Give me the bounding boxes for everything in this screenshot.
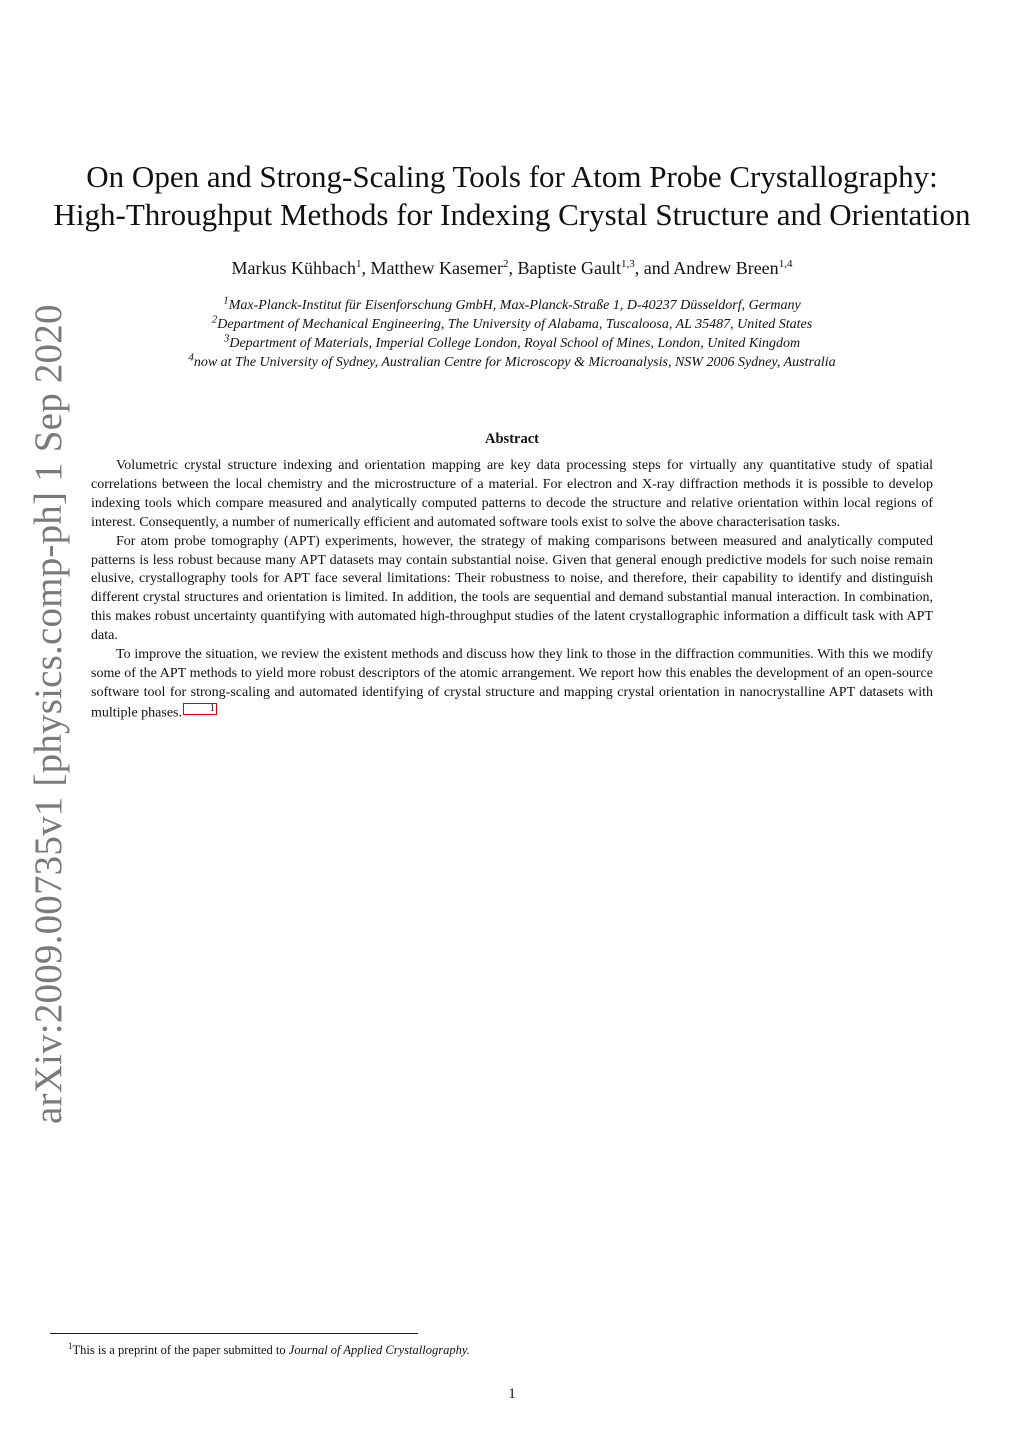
author-affil-mark: 1,3: [620, 258, 635, 270]
paper-title: [0, 158, 1024, 234]
arxiv-stamp: arXiv:2009.00735v1 [physics.comp-ph] 1 Sep 2020: [27, 304, 70, 1124]
affiliation-4: $^4$now at The University of Sydney, Australian Centre for Microscopy & Microanalysis, NSW 2006 Sydney, Australia: [188, 351, 836, 370]
author-list: Markus Kühbach$^1$, Matthew Kasemer$^2$, Baptiste Gault$^{1,3}$, and Andrew Breen$^{1,4}$: [231, 258, 793, 278]
abstract-paragraph-2: For atom probe tomography (APT) experiments, however, the strategy of making comparisons between measured and analytically computed patterns is less robust because many APT datasets may contain substantial noise. Given that general enough predictive models for such noise remain elusive, crystallography tools for APT face several limitations: Their robustness to noise, and therefore, their capability to identify and distinguish different crystal structures and orientation is limited. In addition, the tools are sequential and demand substantial manual interaction. In combination, this makes robust uncertainty quantifying with automated high-throughput studies of the latent crystallographic information a difficult task with APT data.: [91, 533, 933, 644]
footnote-rule: [50, 1333, 418, 1334]
journal-name: Journal of Applied Crystallography.: [288, 1343, 470, 1358]
author-affil-mark: 1,4: [778, 258, 793, 270]
author-affil-mark: 1: [356, 258, 362, 270]
affiliation-list: [0, 296, 1024, 372]
author-name: Matthew Kasemer: [370, 258, 503, 278]
affiliation-2: $^2$Department of Mechanical Engineering, The University of Alabama, Tuscaloosa, AL 35487, United States: [211, 313, 813, 332]
footnote: $^1$This is a preprint of the paper submitted to Journal of Applied Crystallography.: [68, 1341, 470, 1358]
author-name: Markus Kühbach: [231, 258, 357, 278]
abstract-paragraph-3: To improve the situation, we review the existent methods and discuss how they link to those in the diffraction communities. With this we modify some of the APT methods to yield more robust descriptors of the atomic arrangement. We report how this enables the development of an open-source software tool for strong-scaling and automated identifying of crystal structure and mapping crystal orientation in nanocrystalline APT datasets with multiple phases. 1: [91, 647, 933, 721]
page-number: 1: [508, 1386, 516, 1402]
title-line-2: High-Throughput Methods for Indexing Crystal Structure and Orientation: [53, 197, 971, 232]
title-line-1: On Open and Strong-Scaling Tools for Atom Probe Crystallography:: [86, 159, 938, 194]
footnote-mark: 1: [68, 1341, 73, 1351]
author-affil-mark: 2: [502, 258, 509, 270]
abstract-paragraph-1: Volumetric crystal structure indexing and orientation mapping are key data processing steps for virtually any quantitative study of spatial correlations between the local chemistry and the microstructure of a material. For electron and X-ray diffraction methods it is possible to develop indexing tools which compare measured and analytically computed patterns to decode the structure and relative orientation within local regions of interest. Consequently, a number of numerically efficient and automated software tools exist to solve the above characterisation tasks.: [91, 458, 933, 530]
abstract-heading: Abstract: [485, 431, 539, 447]
author-name: and Andrew Breen: [643, 258, 779, 278]
affiliation-1: $^1$Max-Planck-Institut für Eisenforschung GmbH, Max-Planck-Straße 1, D-40237 Düsseldorf, Germany: [223, 294, 801, 313]
author-name: Baptiste Gault: [517, 258, 621, 278]
abstract-body: [91, 457, 933, 723]
footnote-link[interactable]: 1: [183, 703, 217, 715]
affiliation-3: $^3$Department of Materials, Imperial College London, Royal School of Mines, London, United Kingdom: [223, 332, 801, 351]
